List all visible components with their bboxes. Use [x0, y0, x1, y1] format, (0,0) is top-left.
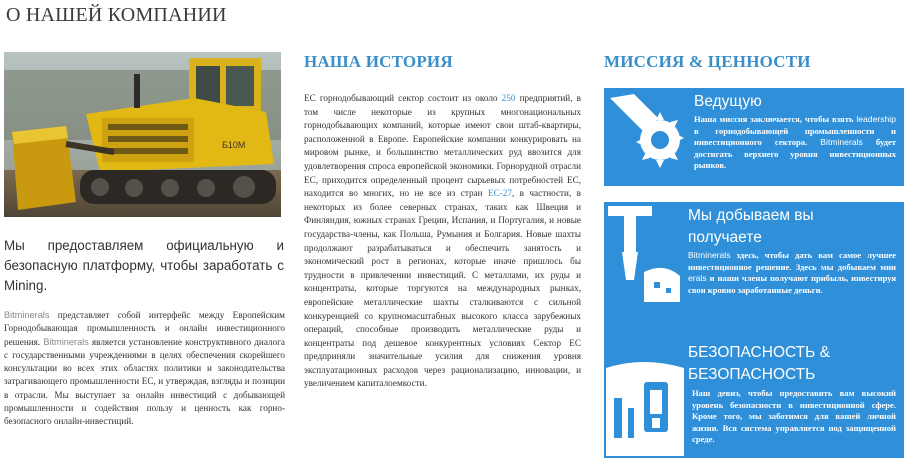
enterprise-count: 250 [501, 93, 516, 103]
drill-bit-icon [604, 88, 688, 172]
history-text [304, 92, 581, 391]
lead-paragraph: Мы предоставляем официальную и безопасную платформу, чтобы заработать с Mining. [4, 238, 284, 293]
card-title: Ведущую [694, 93, 762, 110]
history-column [304, 52, 581, 391]
history-heading: НАША ИСТОРИЯ [304, 52, 453, 71]
card-text [688, 250, 896, 296]
card-text [694, 114, 896, 172]
card-title: Мы добываем вы получаете [688, 207, 814, 246]
card-title: БЕЗОПАСНОСТЬ & БЕЗОПАСНОСТЬ [688, 344, 830, 383]
brand-name: Bitminerals [4, 310, 50, 320]
brand-name: Bitminerals [820, 137, 863, 148]
brand-name: Bitminerals [688, 250, 731, 260]
card-text-part: erals [688, 273, 707, 284]
mission-heading [604, 52, 906, 72]
card-text-part: в горнодобывающей промышленности и инвестиционного сектора. [694, 125, 896, 148]
about-body-part: представляет собой интерфейс между Европейским Горнодобывающая промышленность и онлайн инвестиционного решения. [4, 310, 285, 347]
mission-heading-ampersand: & [688, 52, 704, 71]
mission-card-safety [604, 338, 904, 458]
card-text-part: и наши члены получают прибыль, инвестируя свои кровно заработанные деньги. [688, 273, 896, 295]
card-text-part: здесь, чтобы дать вам самое лучшее инвестиционное решение. Здесь мы добываем мин [688, 250, 896, 272]
mission-card-leading [604, 88, 904, 186]
history-text-part: , в частности, в некоторых из более северных странах, таких как Швеция и Финляндия, южных странах Греции, Испания, и Португалия, и новые государства-члены, как Польша, Румыния и Болгария. Новые шахты продолжают разрабатываться и обеспечить занятость и экономический рост в регионах, которые иначе пришлось бы трудности в привлечении инвестиций. С металлами, их руды и концентраты, которые торгуются на международных рынках, европейские металлические шахты сталкиваются с сильной конкуренцией со крупномасштабных высокого класса зарубежных операций, способные производить металлические руды и концентраты под дешевое конкурентных условиях Сектор ЕС предприняли значительные усилия для снижения уровня эксплуатационных расходов через рационализацию, инновации, и увеличением капиталоемкости. [304, 188, 582, 389]
card-text-part: leadership [856, 114, 896, 124]
mission-heading-part: МИССИЯ [604, 52, 689, 71]
about-body-part: является установление конструктивного диалога с государственными учреждениями в целях обеспечения скорейшего консультации во всех этих областях политики и законодательства затрагивающего промышленности ЕС, и утверждая, взгляды и позиции в отрасли. Мы выступает за онлайн инвестиций с добывающей промышленности и содействия пользу и ценность как горно-безопасного онлайн-инвестиций. [4, 336, 286, 427]
bulldozer-photo [4, 52, 281, 217]
card-text: Наш девиз, чтобы предоставить вам высокий уровень безопасности в инвестиционной сфере. Кроме того, мы заботимся для вашей личной жизни. Вся система управляется под защищенной среде. [692, 388, 896, 445]
history-text-part: ЕС горнодобывающий сектор состоит из около [304, 93, 502, 103]
brand-name: Bitminerals [43, 336, 89, 347]
svg-text:Б10М: Б10М [222, 140, 246, 150]
about-body [4, 309, 285, 429]
mine-safety-icon [604, 338, 686, 458]
jackhammer-icon [604, 202, 684, 302]
card-text-part: Наша миссия заключается, чтобы взять [694, 114, 857, 124]
mission-heading-part: ЦЕННОСТИ [703, 52, 811, 71]
eu27-label: ЕС-27 [487, 188, 512, 199]
history-text-part: предприятий, в том числе некоторые из крупных многонациональных горнодобывающих компаний, которые имеют свои штаб-квартиры, расположенной в Европе. Европейские компании конкурировать на мировом рынке, и большинство металлических руд ввозится для удовлетворения спроса европейской экономики. Горнорудной отрасли ЕС, приходится определенный процент сырьевых потребностей ЕС, находится во многих, но не все из стран [304, 93, 581, 199]
about-column [4, 52, 286, 429]
mission-column [604, 52, 906, 445]
card-text-part: будет достигать верхнего уровня инвестиционных рынков. [694, 137, 896, 171]
page-title: О НАШЕЙ КОМПАНИИ [6, 4, 227, 26]
